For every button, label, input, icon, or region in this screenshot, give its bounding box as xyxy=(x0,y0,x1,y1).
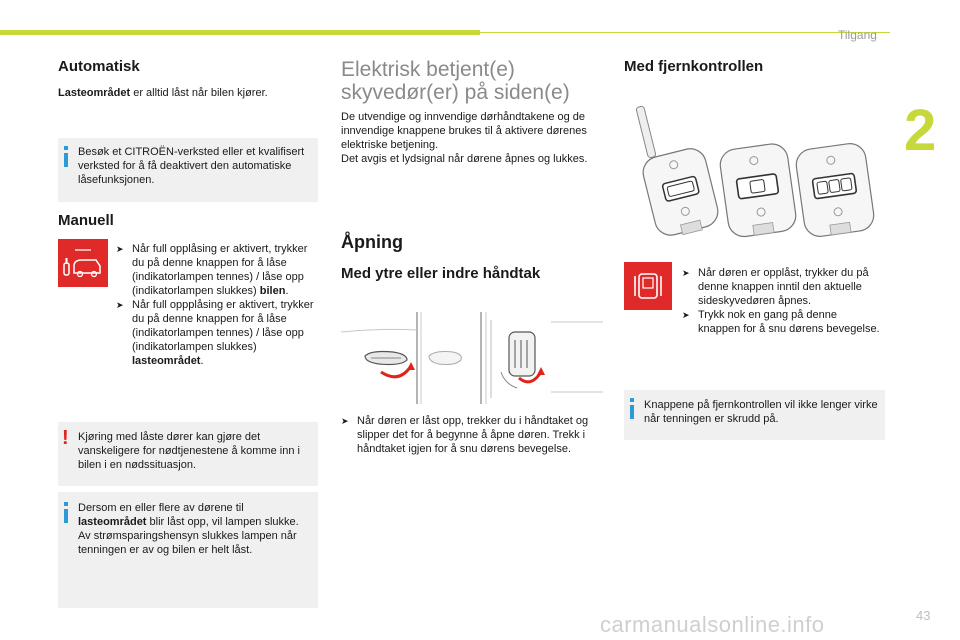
sliding-door-button-icon xyxy=(624,262,672,310)
header-rule xyxy=(480,32,890,33)
warning-icon: ! xyxy=(62,427,69,449)
arrow-icon: ➤ xyxy=(682,310,690,320)
handtak-heading: Med ytre eller indre håndtak xyxy=(341,265,541,282)
fjernkontroll-info-box xyxy=(624,390,885,440)
manuell-heading: Manuell xyxy=(58,212,114,229)
footer-watermark: carmanualsonline.info xyxy=(600,612,825,637)
chapter-name: Tilgang xyxy=(838,28,877,42)
handtak-bullet-list xyxy=(341,414,603,456)
automatisk-text-rest: er alltid låst når bilen kjører. xyxy=(130,87,268,99)
manuell-info-text: Dersom en eller flere av dørene til lasteområdet blir låst opp, vil lampen slukke. Av strømsparingshensyn slukkes lampen når tenningen er av og bilen er helt låst. xyxy=(78,502,299,556)
arrow-icon: ➤ xyxy=(682,268,690,278)
elektrisk-title: Elektrisk betjent(e) skyvedør(er) på siden(e) xyxy=(341,58,570,104)
manuell-bullet-list xyxy=(116,242,316,368)
remote-keys-illustration xyxy=(620,100,882,245)
lock-button-icon xyxy=(58,239,108,287)
page-number: 43 xyxy=(916,608,931,623)
automatisk-heading: Automatisk xyxy=(58,58,140,75)
header-accent-bar xyxy=(0,30,480,35)
manuell-bullet-1-text: Når full opplåsing er aktivert, trykker du på denne knappen for å låse (indikatorlampen tennes) / låse opp (indikatorlampen slukkes) xyxy=(132,243,308,297)
elektrisk-intro: De utvendige og innvendige dørhåndtakene og de innvendige knappene brukes til å aktivere dørenes elektriske betjening. Det avgis et lydsignal når dørene åpnes og lukkes. xyxy=(341,111,588,165)
fjernkontroll-bullet-list xyxy=(682,266,882,336)
manuell-bullet-2-text: Når full oppplåsing er aktivert, trykker du på denne knappen for å låse (indikatorlampen tennes) / låse opp (indikatorlampen slukkes) xyxy=(132,299,314,353)
automatisk-text xyxy=(58,86,308,100)
fjernkontroll-bullet-2: ➤ Trykk nok en gang på denne knappen for å snu dørens bevegelse. xyxy=(682,309,880,335)
manuell-info-box xyxy=(58,492,318,608)
info-icon xyxy=(64,146,68,150)
door-handle-illustration xyxy=(341,312,603,404)
fjernkontroll-bullet-1: ➤ Når døren er opplåst, trykker du på denne knappen inntil den aktuelle sideskyvedøren åpnes. xyxy=(682,267,869,307)
automatisk-text-bold: Lasteområdet xyxy=(58,87,131,99)
manuell-bullet-2-bold: lasteområdet xyxy=(132,355,201,367)
manuell-bullet-1: ➤ Når full opplåsing er aktivert, trykker du på denne knappen for å låse (indikatorlampen tennes) / låse opp (indikatorlampen slukkes) bilen. xyxy=(116,243,308,297)
manuell-bullet-1-bold: bilen xyxy=(259,285,286,297)
fjernkontroll-heading: Med fjernkontrollen xyxy=(624,58,764,75)
automatisk-info-text: Besøk et CITROËN-verksted eller et kvalifisert verksted for å få deaktivert den automatiske låsefunksjonen. xyxy=(78,146,305,186)
info-icon xyxy=(630,398,634,402)
fjernkontroll-info-text: Knappene på fjernkontrollen vil ikke lenger virke når tenningen er skrudd på. xyxy=(644,399,878,425)
automatisk-info-box xyxy=(58,138,318,202)
warning-text: Kjøring med låste dører kan gjøre det vanskeligere for nødtjenestene å komme inn i bilen i en nødssituasjon. xyxy=(78,431,300,471)
arrow-icon: ➤ xyxy=(341,416,349,426)
manuell-bullet-2: ➤ Når full oppplåsing er aktivert, trykker du på denne knappen for å låse (indikatorlampen tennes) / låse opp (indikatorlampen slukkes) lasteområdet. xyxy=(116,299,314,367)
arrow-icon: ➤ xyxy=(116,244,124,254)
warning-box xyxy=(58,422,318,486)
apning-heading: Åpning xyxy=(341,232,403,252)
arrow-icon: ➤ xyxy=(116,300,124,310)
handtak-bullet: ➤ Når døren er låst opp, trekker du i håndtaket og slipper det for å begynne å åpne døren. Trekk i håndtaket igjen for å snu dørens bevegelse. xyxy=(341,415,589,455)
chapter-number: 2 xyxy=(904,98,937,163)
info-icon xyxy=(64,502,68,506)
